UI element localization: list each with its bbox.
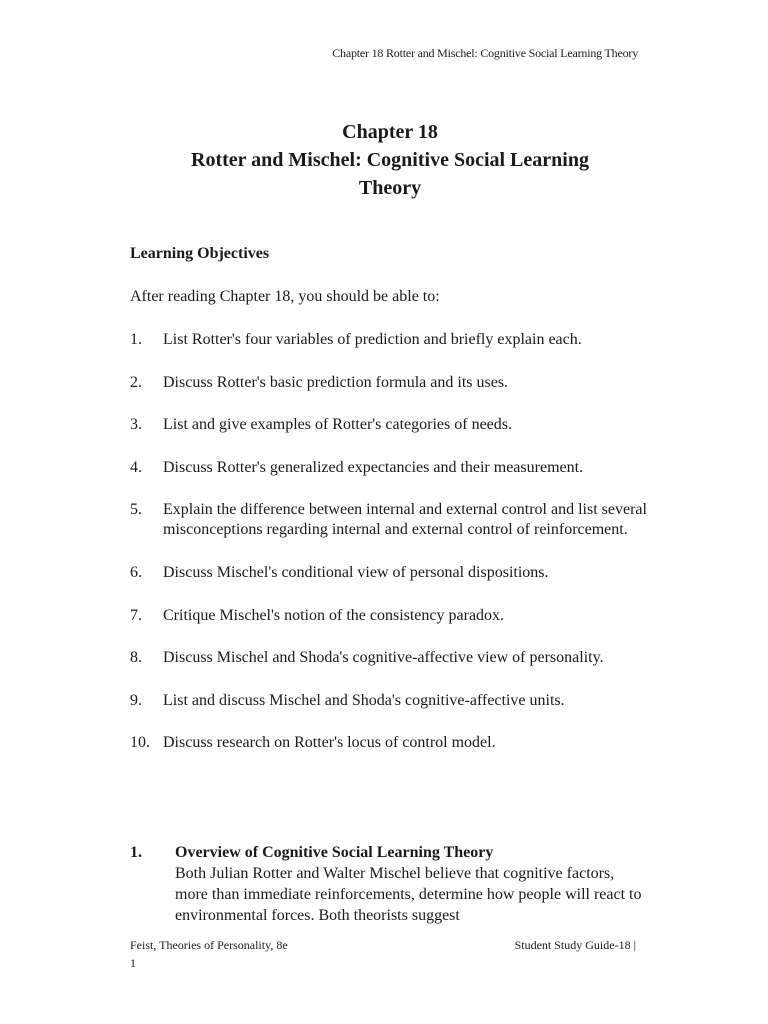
objective-number: 6. (130, 564, 142, 581)
objective-number: 7. (130, 606, 142, 624)
section-overview (130, 842, 650, 926)
objective-text: List and discuss Mischel and Shoda's cognitive-affective units. (163, 691, 565, 709)
objective-item (130, 648, 660, 668)
section-title: Overview of Cognitive Social Learning Theory (175, 844, 494, 861)
objective-text: Discuss Mischel and Shoda's cognitive-affective view of personality. (163, 649, 604, 666)
section-heading (130, 842, 650, 863)
objective-text: Explain the difference between internal and external control and list several misconceptions regarding internal and external control of reinforcement. (163, 501, 647, 538)
objective-number: 2. (130, 373, 142, 391)
objective-item (130, 606, 660, 626)
objective-item (130, 415, 660, 435)
objective-number: 1. (130, 331, 142, 348)
footer-right: Student Study Guide-18 | (514, 938, 636, 952)
objective-number: 4. (130, 458, 142, 476)
objectives-list (130, 330, 660, 776)
objective-text: Discuss Mischel's conditional view of personal dispositions. (163, 564, 549, 581)
objective-text: Critique Mischel's notion of the consistency paradox. (163, 606, 505, 624)
objective-item (130, 330, 660, 350)
objective-number: 5. (130, 501, 142, 518)
section-body-text: Both Julian Rotter and Walter Mischel believe that cognitive factors, more than immediate reinforcements, determine how people will react to environmental forces. Both theorists suggest (175, 865, 642, 924)
objective-item (130, 458, 660, 478)
objective-item (130, 500, 660, 540)
objective-item (130, 733, 660, 753)
chapter-title-line-2: Theory (358, 177, 422, 199)
objective-item (130, 373, 660, 393)
footer-page-number: 1 (130, 956, 136, 970)
objective-text: Discuss Rotter's basic prediction formula and its uses. (163, 373, 509, 391)
objective-number: 3. (130, 416, 142, 433)
objective-text: List and give examples of Rotter's categories of needs. (163, 416, 512, 433)
objectives-intro: After reading Chapter 18, you should be able to: (130, 288, 440, 305)
objective-text: List Rotter's four variables of prediction and briefly explain each. (163, 331, 582, 348)
objective-item (130, 563, 660, 583)
objective-text: Discuss Rotter's generalized expectancies and their measurement. (163, 458, 584, 476)
footer-left (130, 936, 330, 972)
objective-item (130, 691, 660, 711)
section-number: 1. (130, 844, 142, 861)
chapter-number: Chapter 18 (342, 121, 438, 143)
objective-number: 8. (130, 649, 142, 666)
chapter-title-line-1: Rotter and Mischel: Cognitive Social Learning (191, 149, 589, 171)
objective-number: 9. (130, 691, 142, 709)
footer-book-title: Feist, Theories of Personality, 8e (130, 938, 288, 952)
running-header: Chapter 18 Rotter and Mischel: Cognitive Social Learning Theory (332, 46, 638, 60)
objective-text: Discuss research on Rotter's locus of control model. (163, 734, 496, 751)
chapter-title-block (0, 118, 768, 202)
learning-objectives-heading: Learning Objectives (130, 245, 270, 262)
objective-number: 10. (130, 734, 150, 751)
